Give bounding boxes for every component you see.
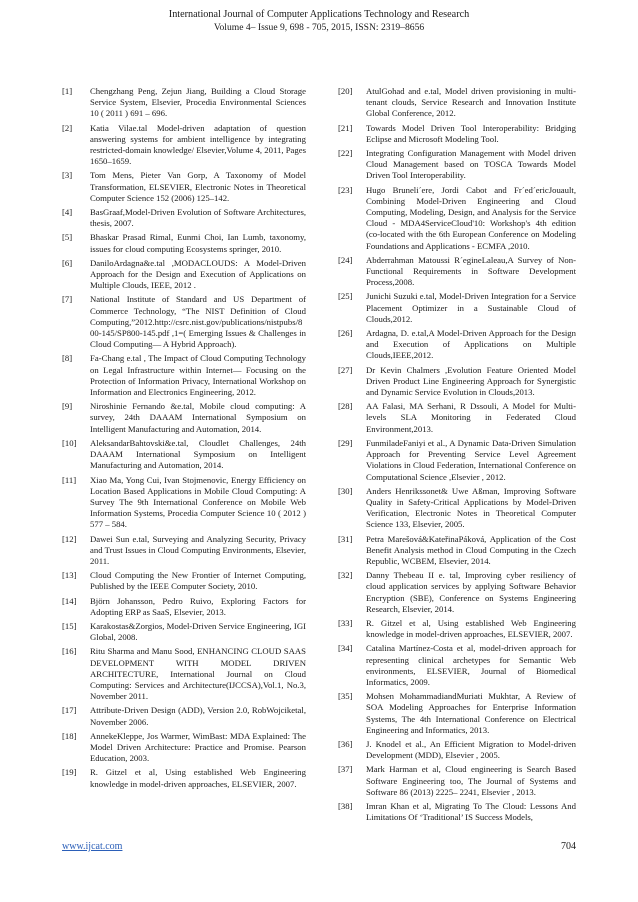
reference-number: [37]	[338, 764, 353, 775]
reference-text: Cloud Computing the New Frontier of Internet Computing, Published by the IEEE Computer Society, 2010.	[90, 570, 306, 592]
reference-item	[338, 86, 576, 120]
reference-number: [27]	[338, 364, 353, 375]
reference-number: [2]	[62, 122, 73, 133]
reference-item	[62, 294, 306, 350]
reference-number: [11]	[62, 474, 77, 485]
reference-number: [9]	[62, 401, 73, 412]
reference-number: [21]	[338, 122, 353, 133]
page-number: 704	[561, 841, 576, 852]
reference-item	[338, 570, 576, 615]
reference-text: Ardagna, D. e.tal,A Model-Driven Approach for the Design and Execution of Applications on Multiple Clouds,IEEE,2012.	[366, 328, 576, 361]
reference-number: [26]	[338, 328, 353, 339]
reference-number: [31]	[338, 533, 353, 544]
reference-text: National Institute of Standard and US Department of Commerce Technology, “The NIST Definition of Cloud Computing,”2012.http://csrc.nist.gov/publications/nistpubs/800-145/SP800-145.pdf ,1=( Emerging Issues & Challenges in Cloud Computing— A Hybrid Approach).	[90, 294, 306, 350]
reference-text: Niroshinie Fernando &e.tal, Mobile cloud computing: A survey, 24th DAAAM International Symposium on Intelligent Manufacturing and Automation, 2014.	[90, 401, 306, 434]
reference-text: Karakostas&Zorgios, Model-Driven Service Engineering, IGI Global, 2008.	[90, 620, 306, 643]
reference-number: [4]	[62, 207, 73, 218]
reference-item	[62, 401, 306, 435]
reference-text: Fa-Chang e.tal , The Impact of Cloud Computing Technology on Legal Infrastructure within Internet— Focusing on the Protection of Information Privacy, International Workshop on Information and Electronics Engineering, 2012.	[90, 353, 306, 398]
reference-number: [20]	[338, 86, 353, 96]
reference-item	[62, 767, 306, 789]
reference-text: J. Knodel et al., An Efficient Migration to Model-driven Development (MDD), Elsevier , 2005.	[366, 738, 576, 761]
reference-text: Bhaskar Prasad Rimal, Eunmi Choi, Ian Lumb, taxonomy, issues for cloud computing Ecosystems springer, 2010.	[90, 232, 306, 254]
reference-number: [30]	[338, 485, 353, 496]
reference-item	[62, 731, 306, 765]
reference-text: Anders Henrikssonet& Uwe Aßman, Improving Software Quality in Safety-Critical Applications by Model-Driven Verification, Electronic Notes in Theoretical Computer Science 133, Elsevier, 2005.	[366, 485, 576, 530]
reference-number: [32]	[338, 570, 353, 581]
reference-number: [38]	[338, 800, 353, 811]
reference-item	[338, 365, 576, 399]
reference-number: [19]	[62, 767, 77, 778]
reference-number: [29]	[338, 437, 353, 448]
reference-item	[62, 596, 306, 618]
journal-title: International Journal of Computer Applications Technology and Research	[168, 9, 470, 20]
reference-item	[62, 123, 306, 168]
reference-text: Tom Mens, Pieter Van Gorp, A Taxonomy of Model Transformation, ELSEVIER, Electronic Notes in Theoretical Computer Science 152 (2006) 125–142.	[90, 170, 306, 203]
reference-number: [23]	[338, 184, 353, 195]
reference-item	[62, 534, 306, 568]
volume-issue-line: Volume 4– Issue 9, 698 - 705, 2015, ISSN: 2319–8656	[213, 22, 425, 33]
reference-text: Abderrahman Matoussi R´egineLaleau,A Survey of Non-Functional Requirements in Software Development Process,2008.	[366, 254, 576, 288]
reference-item	[62, 353, 306, 398]
reference-number: [3]	[62, 170, 73, 181]
reference-item	[62, 232, 306, 254]
reference-text: AA Falasi, MA Serhani, R Dssouli, A Model for Multi-levels SLA Monitoring in Federated Cloud Environment,2013.	[366, 401, 576, 434]
references-left-column	[62, 86, 306, 793]
reference-item	[338, 643, 576, 688]
reference-item	[338, 764, 576, 798]
reference-number: [5]	[62, 232, 73, 243]
reference-text: Danny Thebeau II e. tal, Improving cyber resiliency of cloud application services by applying Software Behavior Encryption (SBE), Conference on Systems Engineering Research, Elsevier, 2014.	[366, 570, 576, 614]
reference-text: Integrating Configuration Management with Model driven Cloud Management based on TOSCA Towards Model Driven Tool Interoperability.	[366, 148, 576, 181]
reference-item	[62, 621, 306, 643]
reference-text: Hugo Bruneli´ere, Jordi Cabot and Fr´ed´ericJouault, Combining Model-Driven Engineering and Cloud Computing, Modeling, Design, and Analysis for the Service Cloud - MDA4ServiceCloud'10: Workshop's 4th edition (co-located with the 6th European Conference on Modeling Foundations and Applications - ECMFA ,2010.	[366, 184, 576, 251]
reference-item	[62, 170, 306, 204]
reference-item	[338, 691, 576, 736]
reference-item	[338, 255, 576, 289]
reference-item	[338, 185, 576, 252]
reference-text: Mark Harman et al, Cloud engineering is Search Based Software Engineering too, The Journal of Systems and Software 86 (2013) 2225– 2241, Elsevier , 2013.	[366, 764, 576, 797]
reference-number: [15]	[62, 620, 77, 631]
reference-text: Petra Marešová&KateřinaPáková, Application of the Cost Benefit Analysis method in Cloud Computing in the Czech Republic, WCBEM, Elsevier, 2014.	[366, 533, 576, 566]
reference-text: Björn Johansson, Pedro Ruivo, Exploring Factors for Adopting ERP as SaaS, Elsevier, 2013.	[90, 595, 306, 617]
reference-text: R. Gitzel et al, Using established Web Engineering knowledge in model-driven approaches, ELSEVIER, 2007.	[90, 767, 306, 789]
reference-number: [12]	[62, 533, 77, 544]
reference-item	[338, 534, 576, 568]
reference-item	[62, 438, 306, 472]
reference-item	[338, 401, 576, 435]
reference-number: [36]	[338, 738, 353, 749]
reference-text: AleksandarBahtovski&e.tal, Cloudlet Challenges, 24th DAAAM International Symposium on Intelligent Manufacturing and Automation, 2014.	[90, 437, 306, 471]
reference-number: [8]	[62, 353, 73, 364]
reference-number: [7]	[62, 294, 73, 305]
reference-number: [34]	[338, 643, 353, 654]
reference-item	[338, 328, 576, 362]
reference-number: [1]	[62, 86, 73, 96]
references-right-column	[338, 86, 576, 826]
reference-number: [10]	[62, 437, 77, 448]
reference-text: Xiao Ma, Yong Cui, Ivan Stojmenovic, Energy Efficiency on Location Based Applications in Mobile Cloud Computing: A Survey The 9th International Conference on Mobile Web Information Systems, Procedia Computer Science 10 ( 2012 ) 577 – 584.	[90, 474, 306, 530]
reference-text: Catalina Martínez-Costa et al, model-driven approach for representing clinical archetypes for Semantic Web environments, ELSEVIER, Journal of Biomedical Informatics, 2009.	[366, 643, 576, 687]
page-footer	[62, 841, 576, 852]
reference-number: [14]	[62, 595, 77, 606]
reference-text: AtulGohad and e.tal, Model driven provisioning in multi-tenant clouds, Service Research and Innovation Institute Global Conference, 2012.	[366, 86, 576, 119]
reference-item	[338, 291, 576, 325]
reference-number: [6]	[62, 257, 73, 268]
reference-item	[62, 570, 306, 592]
reference-number: [13]	[62, 570, 77, 581]
reference-number: [18]	[62, 730, 77, 741]
reference-item	[338, 618, 576, 640]
reference-item	[338, 739, 576, 761]
reference-number: [25]	[338, 291, 353, 302]
journal-url-link[interactable]: www.ijcat.com	[62, 841, 123, 852]
reference-text: Dr Kevin Chalmers ,Evolution Feature Oriented Model Driven Product Line Engineering Approach for Synergistic and Dynamic Service Evolution in Clouds,2013.	[366, 364, 576, 398]
reference-text: Katia Vilae.tal Model-driven adaptation of question answering systems for ambient intelligence by integrating restricted-domain knowledge/ Elsevier,Volume 4, 2011, Pages 1650–1659.	[90, 122, 306, 167]
reference-text: R. Gitzel et al, Using established Web Engineering knowledge in model-driven approaches, ELSEVIER, 2007.	[366, 617, 576, 640]
reference-text: Imran Khan et al, Migrating To The Cloud: Lessons And Limitations Of ‘Traditional’ IS Success Models,	[366, 800, 576, 823]
reference-item	[338, 438, 576, 483]
reference-text: AnnekeKleppe, Jos Warmer, WimBast: MDA Explained: The Model Driven Architecture: Practice and Promise. Pearson Education, 2003.	[90, 730, 306, 764]
reference-number: [17]	[62, 705, 77, 716]
reference-number: [35]	[338, 691, 353, 702]
reference-item	[62, 258, 306, 292]
reference-text: Dawei Sun e.tal, Surveying and Analyzing Security, Privacy and Trust Issues in Cloud Computing Environments, Elsevier, 2011.	[90, 533, 306, 566]
reference-text: BasGraaf,Model-Driven Evolution of Software Architectures, thesis, 2007.	[90, 207, 306, 229]
reference-number: [16]	[62, 646, 77, 657]
reference-text: Attribute-Driven Design (ADD), Version 2.0, RobWojciketal, November 2006.	[90, 705, 306, 727]
reference-item	[62, 646, 306, 702]
reference-number: [22]	[338, 148, 353, 159]
reference-item	[62, 705, 306, 727]
reference-text: Chengzhang Peng, Zejun Jiang, Building a Cloud Storage Service System, Elsevier, Procedia Environmental Sciences 10 ( 2011 ) 691 – 696.	[90, 86, 306, 119]
reference-number: [24]	[338, 254, 353, 265]
reference-text: FunmiladeFaniyi et al., A Dynamic Data-Driven Simulation Approach for Preventing Service Level Agreement Violations in Cloud Federation, International Conference on Computational Science ,Elsevier , 2012.	[366, 437, 576, 482]
journal-header	[0, 8, 638, 34]
reference-text: Mohsen MohammadiandMuriati Mukhtar, A Review of SOA Modeling Approaches for Enterprise Information Systems, The 4th International Conference on Electrical Engineering and Informatics, 2013.	[366, 691, 576, 735]
reference-text: DaniloArdagna&e.tal ,MODACLOUDS: A Model-Driven Approach for the Design and Execution of Applications on Multiple Clouds, IEEE, 2012 .	[90, 257, 306, 291]
reference-number: [33]	[338, 617, 353, 628]
reference-item	[338, 486, 576, 531]
reference-item	[62, 86, 306, 120]
reference-item	[338, 801, 576, 823]
reference-item	[338, 148, 576, 182]
reference-number: [28]	[338, 401, 353, 412]
reference-item	[62, 207, 306, 229]
reference-text: Junichi Suzuki e.tal, Model-Driven Integration for a Service Placement Optimizer in a Sustainable Cloud of Clouds,2012.	[366, 291, 576, 324]
reference-item	[338, 123, 576, 145]
reference-item	[62, 475, 306, 531]
reference-text: Towards Model Driven Tool Interoperability: Bridging Eclipse and Microsoft Modeling Tool.	[366, 122, 576, 144]
reference-text: Ritu Sharma and Manu Sood, ENHANCING CLOUD SAAS DEVELOPMENT WITH MODEL DRIVEN ARCHITECTURE, International Journal on Cloud Computing: Services and Architecture(IJCCSA),Vol.1, No.3, November 2011.	[90, 646, 306, 702]
